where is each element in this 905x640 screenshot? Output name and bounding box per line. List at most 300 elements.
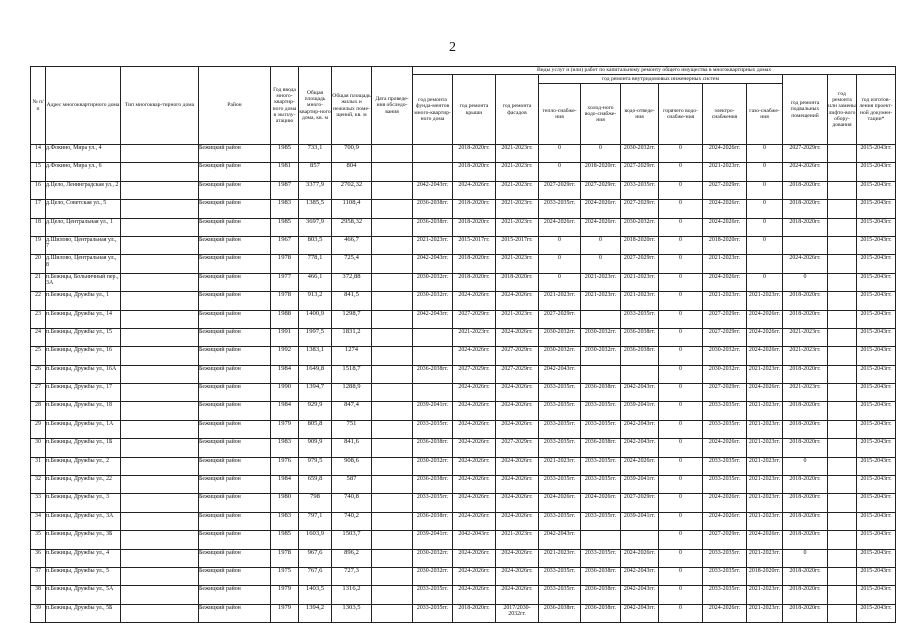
row-design-docs: 2015-2043гг. — [857, 531, 896, 549]
row-house-type — [121, 604, 199, 622]
page-number: 2 — [449, 40, 456, 55]
table-row — [31, 273, 896, 291]
row-heat: 2033-2035гг. — [539, 567, 581, 585]
row-design-docs: 2015-2043гг. — [857, 255, 896, 273]
row-cold-water: 2030-2032гг. — [581, 347, 621, 365]
row-sewer: 2039-2041гг. — [621, 512, 659, 530]
row-inspection-date — [372, 365, 413, 383]
row-inspection-date — [372, 347, 413, 365]
table-row — [31, 476, 896, 494]
row-district: Бежицкий район — [199, 494, 271, 512]
table-row — [31, 200, 896, 218]
row-sewer: 2036-2038гг. — [621, 328, 659, 346]
row-cold-water: 2033-2035гг. — [581, 420, 621, 438]
row-hot-water: 0 — [659, 402, 703, 420]
row-hot-water: 0 — [659, 181, 703, 199]
row-house-type — [121, 273, 199, 291]
row-gas: 2021-2023гг. — [747, 292, 783, 310]
row-facade: 2027-2029гг. — [496, 439, 539, 457]
row-total-area: 1383,1 — [299, 347, 332, 365]
row-hot-water: 0 — [659, 255, 703, 273]
row-design-docs: 2015-2043гг. — [857, 328, 896, 346]
row-cold-water: 2036-2038гг. — [581, 439, 621, 457]
row-design-docs: 2015-2043гг. — [857, 236, 896, 254]
row-year: 1978 — [271, 549, 299, 567]
row-basement: 2018-2020гг. — [783, 476, 828, 494]
row-cold-water: 2033-2035гг. — [581, 549, 621, 567]
row-electric: 2024-2026гг. — [703, 494, 747, 512]
row-inspection-date — [372, 328, 413, 346]
row-heat: 0 — [539, 273, 581, 291]
row-basement: 2018-2020гг. — [783, 420, 828, 438]
row-living-area: 740,8 — [332, 494, 372, 512]
row-year: 1979 — [271, 604, 299, 622]
row-cold-water — [581, 365, 621, 383]
row-gas: 0 — [747, 181, 783, 199]
row-basement: 2018-2020гг. — [783, 604, 828, 622]
row-house-type — [121, 567, 199, 585]
row-living-area: 372,88 — [332, 273, 372, 291]
row-district: Бежицкий район — [199, 512, 271, 530]
row-district: Бежицкий район — [199, 531, 271, 549]
row-design-docs: 2015-2043гг. — [857, 549, 896, 567]
row-roof: 2024-2026гг. — [453, 181, 496, 199]
row-number: 34 — [31, 512, 46, 530]
row-district: Бежицкий район — [199, 145, 271, 163]
row-living-area: 908,6 — [332, 457, 372, 475]
row-electric: 2024-2026гг. — [703, 604, 747, 622]
row-design-docs: 2015-2043гг. — [857, 365, 896, 383]
row-year: 1990 — [271, 384, 299, 402]
row-roof: 2015-2017гг. — [453, 236, 496, 254]
row-total-area: 1394,7 — [299, 384, 332, 402]
row-electric: 2021-2023гг. — [703, 255, 747, 273]
row-design-docs: 2015-2043гг. — [857, 567, 896, 585]
row-roof: 2018-2020гг. — [453, 218, 496, 236]
row-elevator — [828, 384, 857, 402]
row-total-area: 1400,9 — [299, 310, 332, 328]
row-electric: 2024-2026гг. — [703, 439, 747, 457]
row-address: п.Бежицы, Дружбы ул., 3Б — [46, 531, 121, 549]
row-sewer: 2033-2035гг. — [621, 310, 659, 328]
row-hot-water: 0 — [659, 586, 703, 604]
row-year: 1983 — [271, 200, 299, 218]
row-gas: 2021-2023гг. — [747, 402, 783, 420]
row-heat: 2033-2035гг. — [539, 200, 581, 218]
row-total-area: 3697,9 — [299, 218, 332, 236]
row-heat: 2027-2029гг. — [539, 181, 581, 199]
row-sewer: 2021-2023гг. — [621, 292, 659, 310]
row-cold-water: 2021-2023гг. — [581, 273, 621, 291]
row-district: Бежицкий район — [199, 310, 271, 328]
row-roof: 2018-2020гг. — [453, 200, 496, 218]
row-design-docs: 2015-2043гг. — [857, 200, 896, 218]
row-heat: 2030-2032гг. — [539, 347, 581, 365]
row-sewer: 2027-2029гг. — [621, 163, 659, 181]
row-elevator — [828, 310, 857, 328]
header-cold-water: холод-ного водо-снабже-ния — [581, 84, 621, 145]
row-gas: 2024-2026гг. — [747, 347, 783, 365]
row-gas: 0 — [747, 273, 783, 291]
row-total-area: 798 — [299, 494, 332, 512]
row-electric: 2024-2026гг. — [703, 273, 747, 291]
row-facade: 2024-2026гг. — [496, 512, 539, 530]
row-total-area: 803,5 — [299, 236, 332, 254]
row-design-docs: 2015-2043гг. — [857, 181, 896, 199]
row-gas: 0 — [747, 218, 783, 236]
row-total-area: 659,8 — [299, 476, 332, 494]
row-hot-water: 0 — [659, 494, 703, 512]
row-district: Бежицкий район — [199, 181, 271, 199]
row-heat: 2042-2043гг. — [539, 531, 581, 549]
row-cold-water: 2021-2023гг. — [581, 292, 621, 310]
row-house-type — [121, 328, 199, 346]
row-electric: 2033-2035гг. — [703, 420, 747, 438]
row-roof: 2024-2026гг. — [453, 586, 496, 604]
row-heat: 2021-2023гг. — [539, 457, 581, 475]
row-living-area: 466,7 — [332, 236, 372, 254]
row-district: Бежицкий район — [199, 236, 271, 254]
row-facade: 2024-2026гг. — [496, 328, 539, 346]
row-basement: 2018-2020гг. — [783, 531, 828, 549]
row-cold-water: 2030-2032гг. — [581, 328, 621, 346]
row-heat: 2027-2029гг. — [539, 310, 581, 328]
row-total-area: 1385,5 — [299, 200, 332, 218]
row-facade: 2021-2023гг. — [496, 218, 539, 236]
row-living-area: 1503,7 — [332, 531, 372, 549]
row-year: 1985 — [271, 531, 299, 549]
header-basement: год ремонта подвальных помещений — [783, 75, 828, 145]
row-basement: 2021-2023гг. — [783, 347, 828, 365]
header-district: Район — [199, 67, 271, 145]
row-electric: 2033-2035гг. — [703, 549, 747, 567]
row-facade: 2024-2026гг. — [496, 292, 539, 310]
row-basement: 2018-2020гг. — [783, 200, 828, 218]
row-address: п.Бежицы, Больничный пер., 3А — [46, 273, 121, 291]
row-foundation: 2033-2035гг. — [413, 604, 453, 622]
row-year: 1983 — [271, 512, 299, 530]
row-roof: 2042-2043гг. — [453, 531, 496, 549]
row-cold-water — [581, 531, 621, 549]
row-sewer: 2030-2032гг. — [621, 145, 659, 163]
row-hot-water: 0 — [659, 604, 703, 622]
row-inspection-date — [372, 549, 413, 567]
row-sewer: 2042-2043гг. — [621, 384, 659, 402]
row-year: 1977 — [271, 273, 299, 291]
row-elevator — [828, 236, 857, 254]
row-hot-water: 0 — [659, 512, 703, 530]
row-heat: 2033-2035гг. — [539, 402, 581, 420]
row-electric: 2024-2026гг. — [703, 145, 747, 163]
row-year: 1984 — [271, 476, 299, 494]
row-living-area: 1108,4 — [332, 200, 372, 218]
row-year: 1984 — [271, 365, 299, 383]
row-house-type — [121, 181, 199, 199]
row-total-area: 733,1 — [299, 145, 332, 163]
row-hot-water: 0 — [659, 292, 703, 310]
row-foundation: 2030-2032гг. — [413, 457, 453, 475]
table-row — [31, 365, 896, 383]
row-number: 24 — [31, 328, 46, 346]
row-foundation: 2036-2038гг. — [413, 200, 453, 218]
row-heat: 0 — [539, 255, 581, 273]
row-district: Бежицкий район — [199, 549, 271, 567]
header-hot-water: горячего водо-снабже-ния — [659, 84, 703, 145]
header-house-type: Тип многоквар-тирного дома — [121, 67, 199, 145]
row-address: п.Бежицы, Дружбы ул., 15 — [46, 328, 121, 346]
row-number: 38 — [31, 586, 46, 604]
row-address: д.Фокино, Мира ул., 6 — [46, 163, 121, 181]
table-row — [31, 145, 896, 163]
row-elevator — [828, 531, 857, 549]
row-year: 1981 — [271, 163, 299, 181]
row-foundation: 2030-2032гг. — [413, 292, 453, 310]
row-elevator — [828, 494, 857, 512]
row-address: д.Шилово, Центральная ул., 8 — [46, 255, 121, 273]
row-house-type — [121, 200, 199, 218]
row-foundation: 2042-2043гг. — [413, 255, 453, 273]
row-sewer: 2033-2035гг. — [621, 181, 659, 199]
row-sewer: 2027-2029гг. — [621, 494, 659, 512]
row-basement: 2018-2020гг. — [783, 310, 828, 328]
row-electric: 2030-2032гг. — [703, 365, 747, 383]
header-electric: электро-снабжения — [703, 84, 747, 145]
header-sewer: водо-отведе-ния — [621, 84, 659, 145]
row-heat: 2033-2035гг. — [539, 384, 581, 402]
row-electric: 2024-2026гг. — [703, 200, 747, 218]
row-roof: 2018-2020гг. — [453, 273, 496, 291]
row-house-type — [121, 402, 199, 420]
row-number: 36 — [31, 549, 46, 567]
row-sewer: 2027-2029гг. — [621, 255, 659, 273]
row-facade: 2024-2026гг. — [496, 549, 539, 567]
row-inspection-date — [372, 567, 413, 585]
table-row — [31, 512, 896, 530]
row-facade: 2024-2026гг. — [496, 457, 539, 475]
row-cold-water: 2036-2038гг. — [581, 567, 621, 585]
row-number: 15 — [31, 163, 46, 181]
row-basement: 2018-2020гг. — [783, 494, 828, 512]
row-year: 1985 — [271, 145, 299, 163]
table-row — [31, 163, 896, 181]
row-inspection-date — [372, 218, 413, 236]
row-roof: 2024-2026гг. — [453, 292, 496, 310]
row-design-docs: 2015-2043гг. — [857, 163, 896, 181]
row-facade: 2021-2023гг. — [496, 255, 539, 273]
row-house-type — [121, 384, 199, 402]
row-sewer: 2036-2038гг. — [621, 347, 659, 365]
row-total-area: 778,1 — [299, 255, 332, 273]
row-inspection-date — [372, 402, 413, 420]
table-row — [31, 347, 896, 365]
row-inspection-date — [372, 586, 413, 604]
table-row — [31, 494, 896, 512]
row-living-area: 1288,9 — [332, 384, 372, 402]
table-row — [31, 604, 896, 622]
row-house-type — [121, 476, 199, 494]
row-electric: 2027-2029гг. — [703, 328, 747, 346]
row-inspection-date — [372, 531, 413, 549]
row-roof: 2024-2026гг. — [453, 476, 496, 494]
row-cold-water: 2036-2038гг. — [581, 604, 621, 622]
row-address: д.Фокино, Мира ул., 4 — [46, 145, 121, 163]
table-row — [31, 292, 896, 310]
row-facade: 2024-2026гг. — [496, 567, 539, 585]
row-design-docs: 2015-2043гг. — [857, 310, 896, 328]
row-gas: 2021-2023гг. — [747, 494, 783, 512]
row-electric: 2033-2035гг. — [703, 476, 747, 494]
row-district: Бежицкий район — [199, 255, 271, 273]
row-district: Бежицкий район — [199, 604, 271, 622]
table-row — [31, 549, 896, 567]
header-systems-group: год ремонта внутридомовых инженерных систем — [539, 75, 783, 84]
row-total-area: 805,8 — [299, 420, 332, 438]
table-row — [31, 420, 896, 438]
row-house-type — [121, 255, 199, 273]
row-address: п.Бежицы, Дружбы ул., 1А — [46, 420, 121, 438]
table-row — [31, 567, 896, 585]
row-total-area: 1394,2 — [299, 604, 332, 622]
row-address: п.Бежицы, Дружбы ул., 18 — [46, 402, 121, 420]
row-house-type — [121, 347, 199, 365]
row-foundation — [413, 163, 453, 181]
row-heat: 0 — [539, 163, 581, 181]
table-body — [31, 145, 896, 623]
row-elevator — [828, 476, 857, 494]
row-sewer: 2024-2026гг. — [621, 457, 659, 475]
row-foundation: 2030-2032гг. — [413, 549, 453, 567]
row-sewer — [621, 365, 659, 383]
row-house-type — [121, 531, 199, 549]
row-sewer: 2042-2043гг. — [621, 420, 659, 438]
row-district: Бежицкий район — [199, 384, 271, 402]
row-electric: 2033-2035гг. — [703, 457, 747, 475]
table-row — [31, 328, 896, 346]
row-living-area: 727,3 — [332, 567, 372, 585]
row-sewer: 2042-2043гг. — [621, 567, 659, 585]
row-foundation: 2030-2032гг. — [413, 567, 453, 585]
row-number: 18 — [31, 218, 46, 236]
row-design-docs: 2015-2043гг. — [857, 586, 896, 604]
row-basement: 2027-2029гг. — [783, 145, 828, 163]
row-gas: 2024-2026гг. — [747, 531, 783, 549]
row-electric: 2027-2029гг. — [703, 181, 747, 199]
row-living-area: 1316,2 — [332, 586, 372, 604]
row-hot-water: 0 — [659, 218, 703, 236]
row-facade: 2027-2029гг. — [496, 365, 539, 383]
row-heat: 2024-2026гг. — [539, 218, 581, 236]
row-year: 1975 — [271, 567, 299, 585]
row-address: п.Бежицы, Дружбы ул., 17 — [46, 384, 121, 402]
row-hot-water: 0 — [659, 439, 703, 457]
row-house-type — [121, 163, 199, 181]
row-hot-water: 0 — [659, 365, 703, 383]
row-design-docs: 2015-2043гг. — [857, 145, 896, 163]
row-basement: 2018-2020гг. — [783, 567, 828, 585]
row-facade: 2024-2026гг. — [496, 494, 539, 512]
row-hot-water: 0 — [659, 476, 703, 494]
row-address: д.Цело, Советская ул., 5 — [46, 200, 121, 218]
row-design-docs: 2015-2043гг. — [857, 292, 896, 310]
row-district: Бежицкий район — [199, 218, 271, 236]
row-living-area: 847,4 — [332, 402, 372, 420]
row-foundation: 2039-2041гг. — [413, 402, 453, 420]
row-year: 1988 — [271, 310, 299, 328]
row-electric: 2024-2026гг. — [703, 512, 747, 530]
row-living-area: 1303,5 — [332, 604, 372, 622]
header-design-docs: год изготов-ления проект-ной докумен-тации* — [857, 75, 896, 145]
row-foundation: 2033-2035гг. — [413, 494, 453, 512]
row-address: п.Бежицы, Дружбы ул., 2 — [46, 457, 121, 475]
row-total-area: 967,6 — [299, 549, 332, 567]
row-foundation: 2042-2043гг. — [413, 181, 453, 199]
row-electric: 2033-2035гг. — [703, 402, 747, 420]
row-design-docs: 2015-2043гг. — [857, 604, 896, 622]
row-cold-water: 2033-2035гг. — [581, 402, 621, 420]
row-foundation — [413, 145, 453, 163]
table-row — [31, 402, 896, 420]
row-cold-water: 0 — [581, 255, 621, 273]
row-address: п.Бежицы, Дружбы ул., 22 — [46, 476, 121, 494]
row-address: п.Бежицы, Дружбы ул., 3 — [46, 494, 121, 512]
row-inspection-date — [372, 310, 413, 328]
row-foundation: 2036-2038гг. — [413, 476, 453, 494]
row-number: 32 — [31, 476, 46, 494]
row-house-type — [121, 439, 199, 457]
row-electric: 2018-2020гг. — [703, 236, 747, 254]
table-row — [31, 236, 896, 254]
row-number: 14 — [31, 145, 46, 163]
row-living-area: 751 — [332, 420, 372, 438]
row-roof: 2024-2026гг. — [453, 402, 496, 420]
row-living-area: 841,5 — [332, 292, 372, 310]
row-district: Бежицкий район — [199, 420, 271, 438]
row-total-area: 1997,5 — [299, 328, 332, 346]
row-facade: 2021-2023гг. — [496, 200, 539, 218]
row-inspection-date — [372, 163, 413, 181]
row-design-docs: 2015-2043гг. — [857, 347, 896, 365]
row-gas: 2024-2026гг. — [747, 328, 783, 346]
row-heat: 2033-2035гг. — [539, 439, 581, 457]
row-living-area: 725,4 — [332, 255, 372, 273]
row-house-type — [121, 586, 199, 604]
row-district: Бежицкий район — [199, 292, 271, 310]
header-total-area: Общая площадь много-квартир-ного дома, кв. м — [299, 67, 332, 145]
row-roof: 2018-2020гг. — [453, 163, 496, 181]
row-house-type — [121, 218, 199, 236]
row-heat: 2042-2043гг. — [539, 365, 581, 383]
row-elevator — [828, 586, 857, 604]
row-year: 1978 — [271, 255, 299, 273]
row-cold-water: 2033-2035гг. — [581, 457, 621, 475]
row-district: Бежицкий район — [199, 273, 271, 291]
row-inspection-date — [372, 255, 413, 273]
repair-schedule-table — [30, 66, 896, 623]
row-number: 17 — [31, 200, 46, 218]
row-living-area: 2958,32 — [332, 218, 372, 236]
row-address: п.Бежицы, Дружбы ул., 16А — [46, 365, 121, 383]
header-no: № п/п — [31, 67, 46, 145]
row-roof: 2018-2020гг. — [453, 255, 496, 273]
row-gas: 2021-2023гг. — [747, 476, 783, 494]
header-year: Год ввода много-квартир-ного дома в эксплу-атацию — [271, 67, 299, 145]
row-heat: 2033-2035гг. — [539, 420, 581, 438]
row-total-area: 797,1 — [299, 512, 332, 530]
row-sewer — [621, 531, 659, 549]
table-row — [31, 181, 896, 199]
row-elevator — [828, 163, 857, 181]
row-living-area: 804 — [332, 163, 372, 181]
